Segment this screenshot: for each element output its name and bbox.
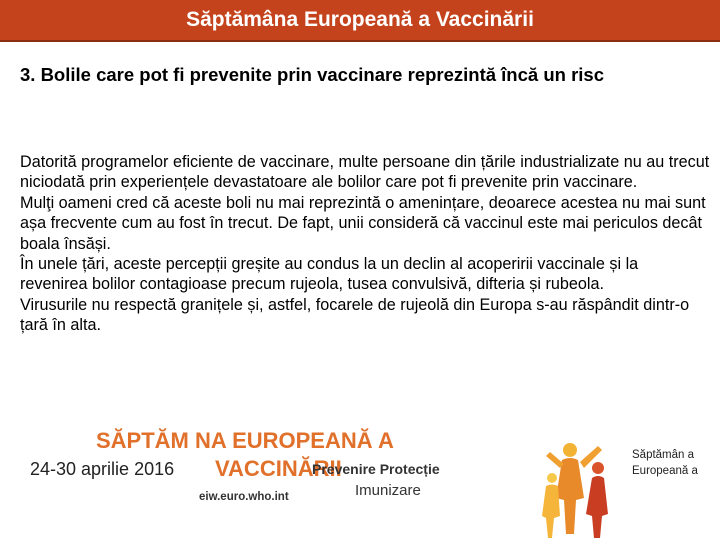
slide-header: Săptămâna Europeană a Vaccinării [0,0,720,40]
campaign-logo-icon [540,438,622,540]
header-divider [0,40,720,42]
logo-side-label: Săptămân a Europeană a [632,449,698,477]
footer-url: eiw.euro.who.int [199,491,289,503]
paragraph-1: Datorită programelor eficiente de vaccinare, multe persoane din țările industrializate nu au trecut niciodată prin experiențele devastatoare ale bolilor care pot fi prevenite prin vaccinare. [20,153,710,192]
footer-dates: 24-30 aprilie 2016 [30,459,175,479]
footer-tagline: Prevenire Protecție [312,461,440,477]
footer-tagline-imunizare: Imunizare [355,482,421,499]
body-text [20,152,710,336]
paragraph-4: Virusurile nu respectă granițele și, astfel, focarele de rujeolă din Europa s-au răspândit dintr-o țară în alta. [20,295,690,335]
paragraph-3: În unele țări, aceste percepții greșite au condus la un declin al acoperirii vaccinale și la revenirea bolilor contagioase precum rujeola, tusea convulsivă, difteria și rubeola. [20,255,639,294]
paragraph-2: Mulţi oameni cred că aceste boli nu mai reprezintă o amenințare, deoarece acestea nu mai sunt așa frecvente cum au fost în trecut. De fapt, unii consideră că vaccinul este mai periculos decât boala însăși. [20,193,706,253]
footer-title-line2: VACCINĂRII [215,456,342,481]
footer-title-line1: SĂPTĂM NA EUROPEANĂ A [96,428,394,453]
slide-heading: 3. Bolile care pot fi prevenite prin vaccinare reprezintă încă un risc [20,64,604,85]
